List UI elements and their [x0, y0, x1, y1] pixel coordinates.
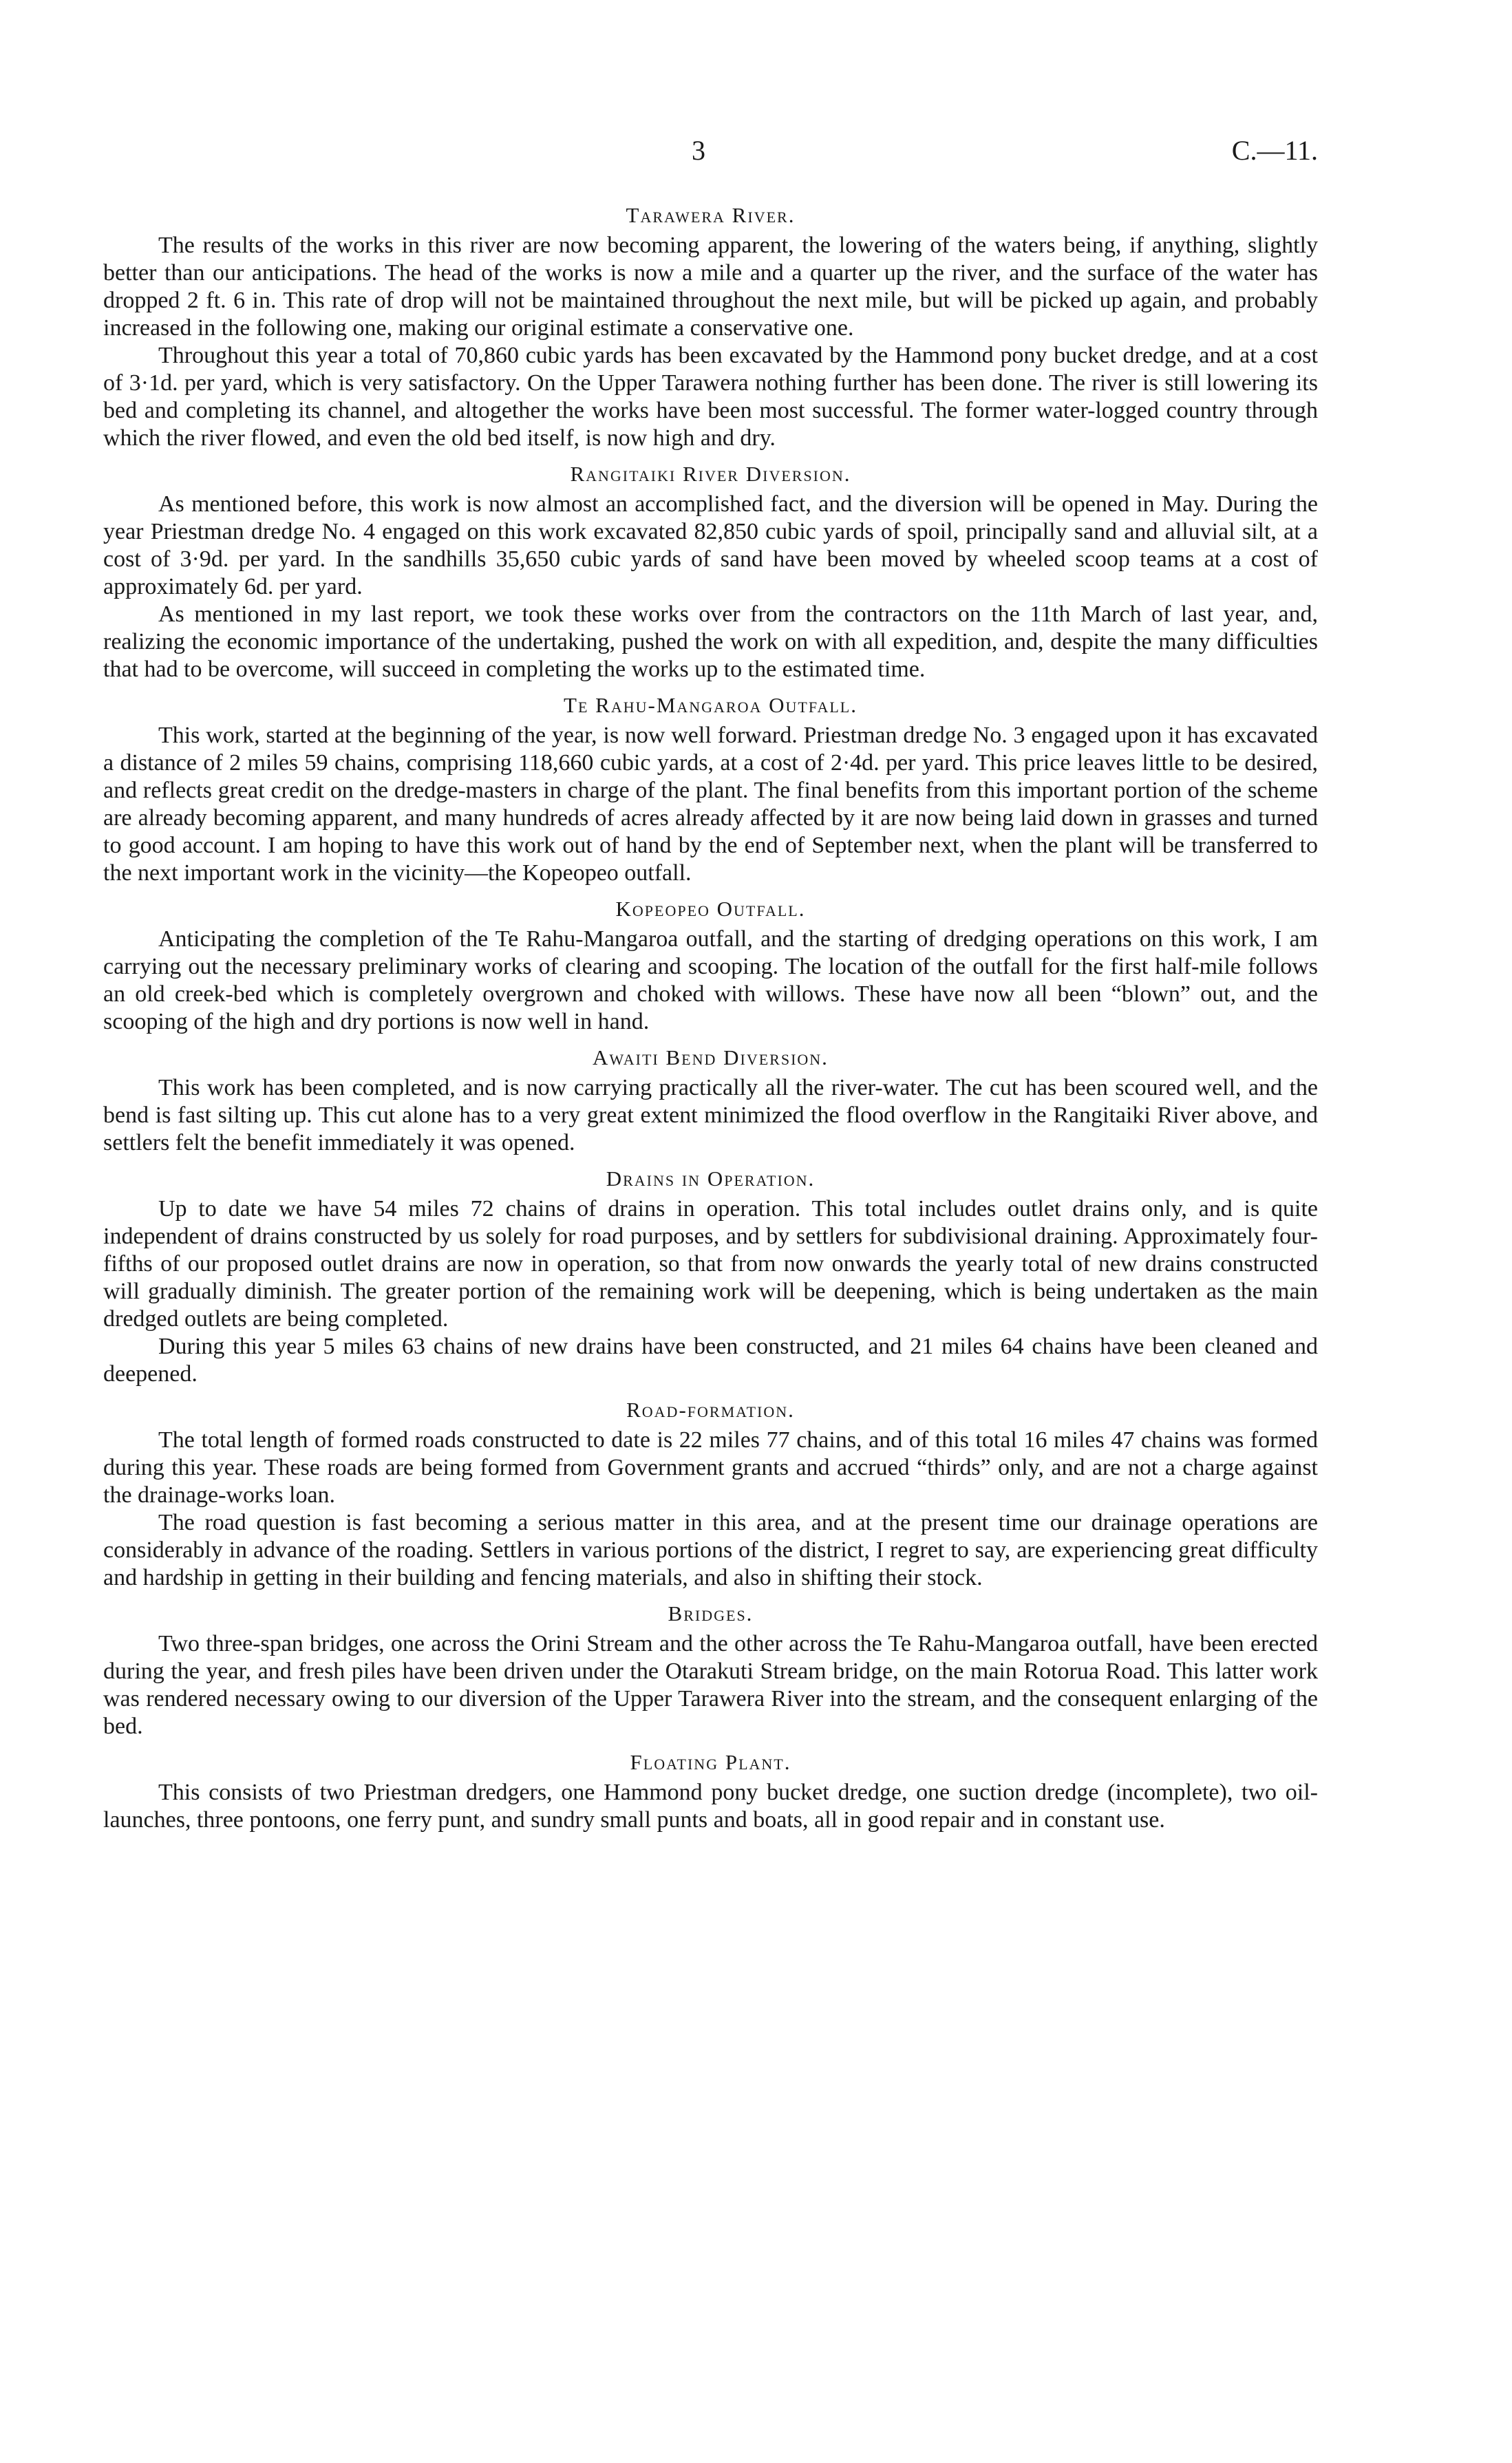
- paragraph: During this year 5 miles 63 chains of new drains have been constructed, and 21 miles 64 chains have been cleaned and deepened.: [103, 1334, 1318, 1387]
- section-floating-plant: [103, 1749, 1318, 1834]
- paragraph: As mentioned before, this work is now almost an accomplished fact, and the diversion will be opened in May. During the year Priestman dredge No. 4 engaged on this work excavated 82,850 cubic yards of spoil, principally sand and alluvial silt, at a cost of 3·9d. per yard. In the sandhills 35,650 cubic yards of sand have been moved by wheeled scoop teams at a cost of approximately 6d. per yard.: [103, 491, 1318, 599]
- section-heading: Bridges.: [668, 1601, 754, 1625]
- section-heading: Te Rahu-Mangaroa Outfall.: [564, 693, 858, 717]
- paragraph: Up to date we have 54 miles 72 chains of drains in operation. This total includes outlet drains only, and is quite independent of drains constructed by us solely for road purposes, and by settlers for subdivisional draining. Approximately four-fifths of our proposed outlet drains are now in operation, so that from now onwards the yearly total of new drains constructed will gradually diminish. The greater portion of the remaining work will be deepening, which is being undertaken as the main dredged outlets are being completed.: [103, 1196, 1318, 1332]
- paragraph: The results of the works in this river are now becoming apparent, the lowering of the waters being, if anything, slightly better than our anticipations. The head of the works is now a mile and a quarter up the river, and the surface of the water has dropped 2 ft. 6 in. This rate of drop will not be maintained throughout the next mile, but will be picked up again, and probably increased in the following one, making our original estimate a conservative one.: [103, 233, 1318, 341]
- section-heading: Tarawera River.: [626, 203, 796, 227]
- paragraph: The total length of formed roads constructed to date is 22 miles 77 chains, and of this total 16 miles 47 chains was formed during this year. These roads are being formed from Government grants and accrued “thirds” only, and are not a charge against the drainage-works loan.: [103, 1427, 1318, 1508]
- section-rangitaiki-river-diversion: [103, 460, 1318, 683]
- section-tarawera-river: [103, 202, 1318, 452]
- section-road-formation: [103, 1396, 1318, 1592]
- report-code: C.—11.: [1231, 135, 1318, 166]
- paragraph: This work has been completed, and is now carrying practically all the river-water. The cut has been scoured well, and the bend is fast silting up. This cut alone has to a very great extent minimized the flood overflow in the Rangitaiki River above, and settlers felt the benefit immediately it was opened.: [103, 1075, 1318, 1155]
- paragraph: The road question is fast becoming a serious matter in this area, and at the present time our drainage operations are considerably in advance of the roading. Settlers in various portions of the district, I regret to say, are experiencing great difficulty and hardship in getting in their building and fencing materials, and also in shifting their stock.: [103, 1510, 1318, 1590]
- section-te-rahu-mangaroa-outfall: [103, 692, 1318, 887]
- paragraph: Two three-span bridges, one across the Orini Stream and the other across the Te Rahu-Mangaroa outfall, have been erected during the year, and fresh piles have been driven under the Otarakuti Stream bridge, on the main Rotorua Road. This latter work was rendered necessary owing to our diversion of the Upper Tarawera River into the stream, and the consequent enlarging of the bed.: [103, 1631, 1318, 1739]
- section-heading: Awaiti Bend Diversion.: [593, 1045, 829, 1069]
- section-drains-in-operation: [103, 1165, 1318, 1388]
- section-bridges: [103, 1600, 1318, 1740]
- section-heading: Kopeopeo Outfall.: [615, 897, 806, 921]
- section-heading: Rangitaiki River Diversion.: [570, 462, 851, 486]
- section-awaiti-bend-diversion: [103, 1044, 1318, 1157]
- page-number: 3: [692, 135, 705, 166]
- section-heading: Floating Plant.: [630, 1750, 791, 1774]
- paragraph: As mentioned in my last report, we took these works over from the contractors on the 11th March of last year, and, realizing the economic importance of the undertaking, pushed the work on with all expedition, and, despite the many difficulties that had to be overcome, will succeed in completing the works up to the estimated time.: [103, 601, 1318, 682]
- document-page: [103, 134, 1318, 1834]
- section-heading: Drains in Operation.: [606, 1166, 816, 1191]
- paragraph: Throughout this year a total of 70,860 cubic yards has been excavated by the Hammond pony bucket dredge, and at a cost of 3·1d. per yard, which is very satisfactory. On the Upper Tarawera nothing further has been done. The river is still lowering its bed and completing its channel, and altogether the works have been most successful. The former water-logged country through which the river flowed, and even the old bed itself, is now high and dry.: [103, 343, 1318, 451]
- section-heading: Road-formation.: [626, 1398, 795, 1422]
- paragraph: This work, started at the beginning of the year, is now well forward. Priestman dredge No. 3 engaged upon it has excavated a distance of 2 miles 59 chains, comprising 118,660 cubic yards, at a cost of 2·4d. per yard. This price leaves little to be desired, and reflects great credit on the dredge-masters in charge of the plant. The final benefits from this important portion of the scheme are already becoming apparent, and many hundreds of acres already affected by it are now being laid down in grasses and turned to good account. I am hoping to have this work out of hand by the end of September next, when the plant will be transferred to the next important work in the vicinity—the Kopeopeo outfall.: [103, 723, 1318, 886]
- page-header: [103, 134, 1318, 174]
- paragraph: Anticipating the completion of the Te Rahu-Mangaroa outfall, and the starting of dredging operations on this work, I am carrying out the necessary preliminary works of clearing and scooping. The location of the outfall for the first half-mile follows an old creek-bed which is completely overgrown and choked with willows. These have now all been “blown” out, and the scooping of the high and dry portions is now well in hand.: [103, 926, 1318, 1034]
- section-kopeopeo-outfall: [103, 895, 1318, 1036]
- paragraph: This consists of two Priestman dredgers, one Hammond pony bucket dredge, one suction dredge (incomplete), two oil-launches, three pontoons, one ferry punt, and sundry small punts and boats, all in good repair and in constant use.: [103, 1780, 1318, 1833]
